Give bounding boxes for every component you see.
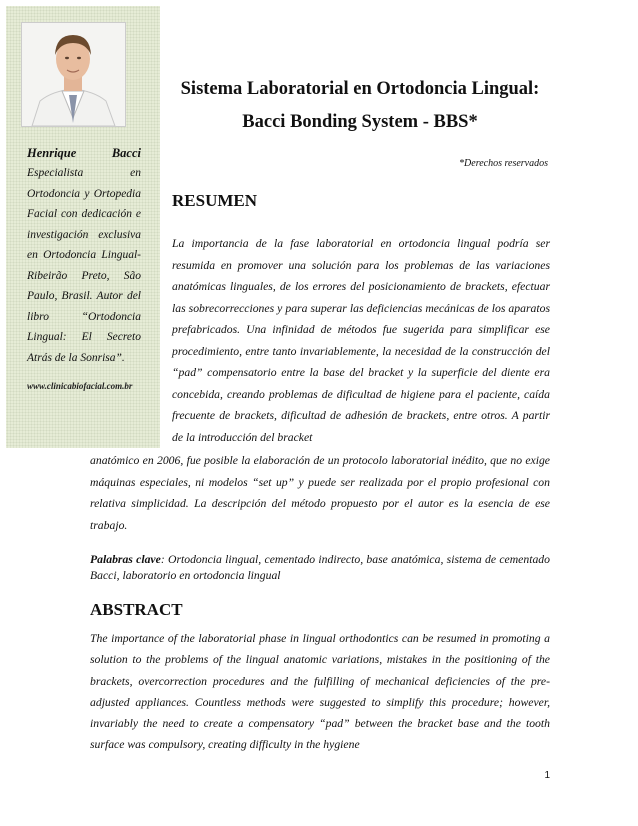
abstract-heading: ABSTRACT [90, 600, 183, 619]
page-number: 1 [544, 770, 550, 781]
author-photo [21, 22, 126, 127]
resumen-paragraph-part1: La importancia de la fase laboratorial en ortodoncia lingual podría ser resumida en promover una solución para los problemas de las variaciones anatómicas linguales, de los errores del posicionamiento de brackets, efectuar las sobrecorrecciones y para superar las deficiencias mecánicas de los aparatos prefabricados. Una infinidad de métodos fue sugerida para simplificar ese procedimiento, entre tanto invariablemente, la necesidad de la construcción del “pad” compensatorio entre la base del bracket y la superficie del diente era concebida, creando problemas de dificultad de higiene para el paciente, caída frecuente de brackets, dificultad de adhesión de brackets, entre otros. A partir de la introducción del bracket [172, 237, 550, 444]
author-website-link[interactable]: www.clinicabiofacial.com.br [27, 381, 133, 391]
paper-title: Sistema Laboratorial en Ortodoncia Lingual: Bacci Bonding System - BBS* [180, 79, 540, 132]
keywords [90, 552, 550, 584]
author-portrait-image [22, 23, 125, 126]
keywords-label: Palabras clave [90, 553, 161, 566]
keywords-text: : Ortodoncia lingual, cementado indirecto, base anatómica, sistema de cementado Bacci, laboratorio en ortodoncia lingual [90, 553, 550, 582]
resumen-paragraph-part2: anatómico en 2006, fue posible la elaboración de un protocolo laboratorial inédito, que no exige máquinas especiales, ni modelos “set up” y puede ser realizada por el propio profesional con relativa simplicidad. La descripción del método propuesto por el autor es la esencia de ese trabajo. [90, 454, 550, 532]
resumen-heading: RESUMEN [172, 191, 258, 210]
abstract-paragraph: The importance of the laboratorial phase in lingual orthodontics can be resumed in promoting a solution to the problems of the lingual anatomic variations, mistakes in the positioning of the brackets, overcorrection procedures and the fulfilling of mechanical deficiencies of the pre-adjusted appliances. Countless methods were suggested to simplify this procedure; however, invariably the need to create a compensatory “pad” between the bracket base and the tooth surface was compulsory, creating difficulty in the hygiene [90, 632, 550, 752]
copyright-note: *Derechos reservados [459, 158, 548, 169]
author-bio: Especialista en Ortodoncia y Ortopedia Facial con dedicación e investigación exclusiva en Ortodoncia Lingual-Ribeirão Preto, São Paulo, Brasil. Autor del libro “Ortodoncia Lingual: El Secreto Atrás de la Sonrisa”. [27, 167, 141, 364]
author-name: Henrique Bacci [27, 146, 141, 160]
